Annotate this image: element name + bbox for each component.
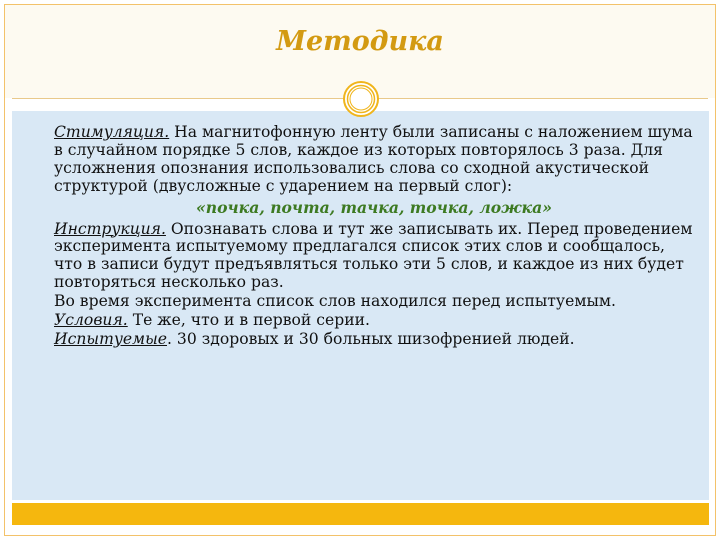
label-subjects: Испытуемые bbox=[54, 329, 167, 348]
text-conditions: Те же, что и в первой серии. bbox=[127, 311, 370, 330]
circle-ring-ornament-icon bbox=[342, 80, 380, 118]
paragraph-word-list-note: Во время эксперимента список слов находился перед испытуемым. bbox=[54, 292, 616, 311]
paragraph-instruction bbox=[54, 221, 694, 293]
paragraph-conditions bbox=[54, 312, 694, 330]
label-instruction: Инструкция. bbox=[54, 219, 166, 238]
paragraph-stimulation bbox=[54, 124, 694, 196]
slide-title: Методика bbox=[276, 26, 444, 57]
label-conditions: Условия. bbox=[54, 311, 128, 330]
label-stimulation: Стимуляция. bbox=[54, 123, 170, 141]
text-stimulation: На магнитофонную ленту были записаны с наложением шума в случайном порядке 5 слов, каждое из которых повторялось 3 раза. Для усложнения опознания использовались слова со сходной акустической структурой (двусложные с ударением на первый слог): bbox=[54, 123, 693, 195]
word-list: «почка, почта, тачка, точка, ложка» bbox=[196, 197, 552, 217]
text-instruction: Опознавать слова и тут же записывать их. Перед проведением эксперимента испытуемому предлагался список этих слов и сообщалось, что в записи будут предъявляться только эти 5 слов, и каждое из них будет повторяться несколько раз. bbox=[54, 219, 693, 292]
body-text bbox=[54, 124, 694, 350]
text-subjects: . 30 здоровых и 30 больных шизофренией людей. bbox=[167, 329, 575, 348]
paragraph-subjects bbox=[54, 331, 694, 349]
